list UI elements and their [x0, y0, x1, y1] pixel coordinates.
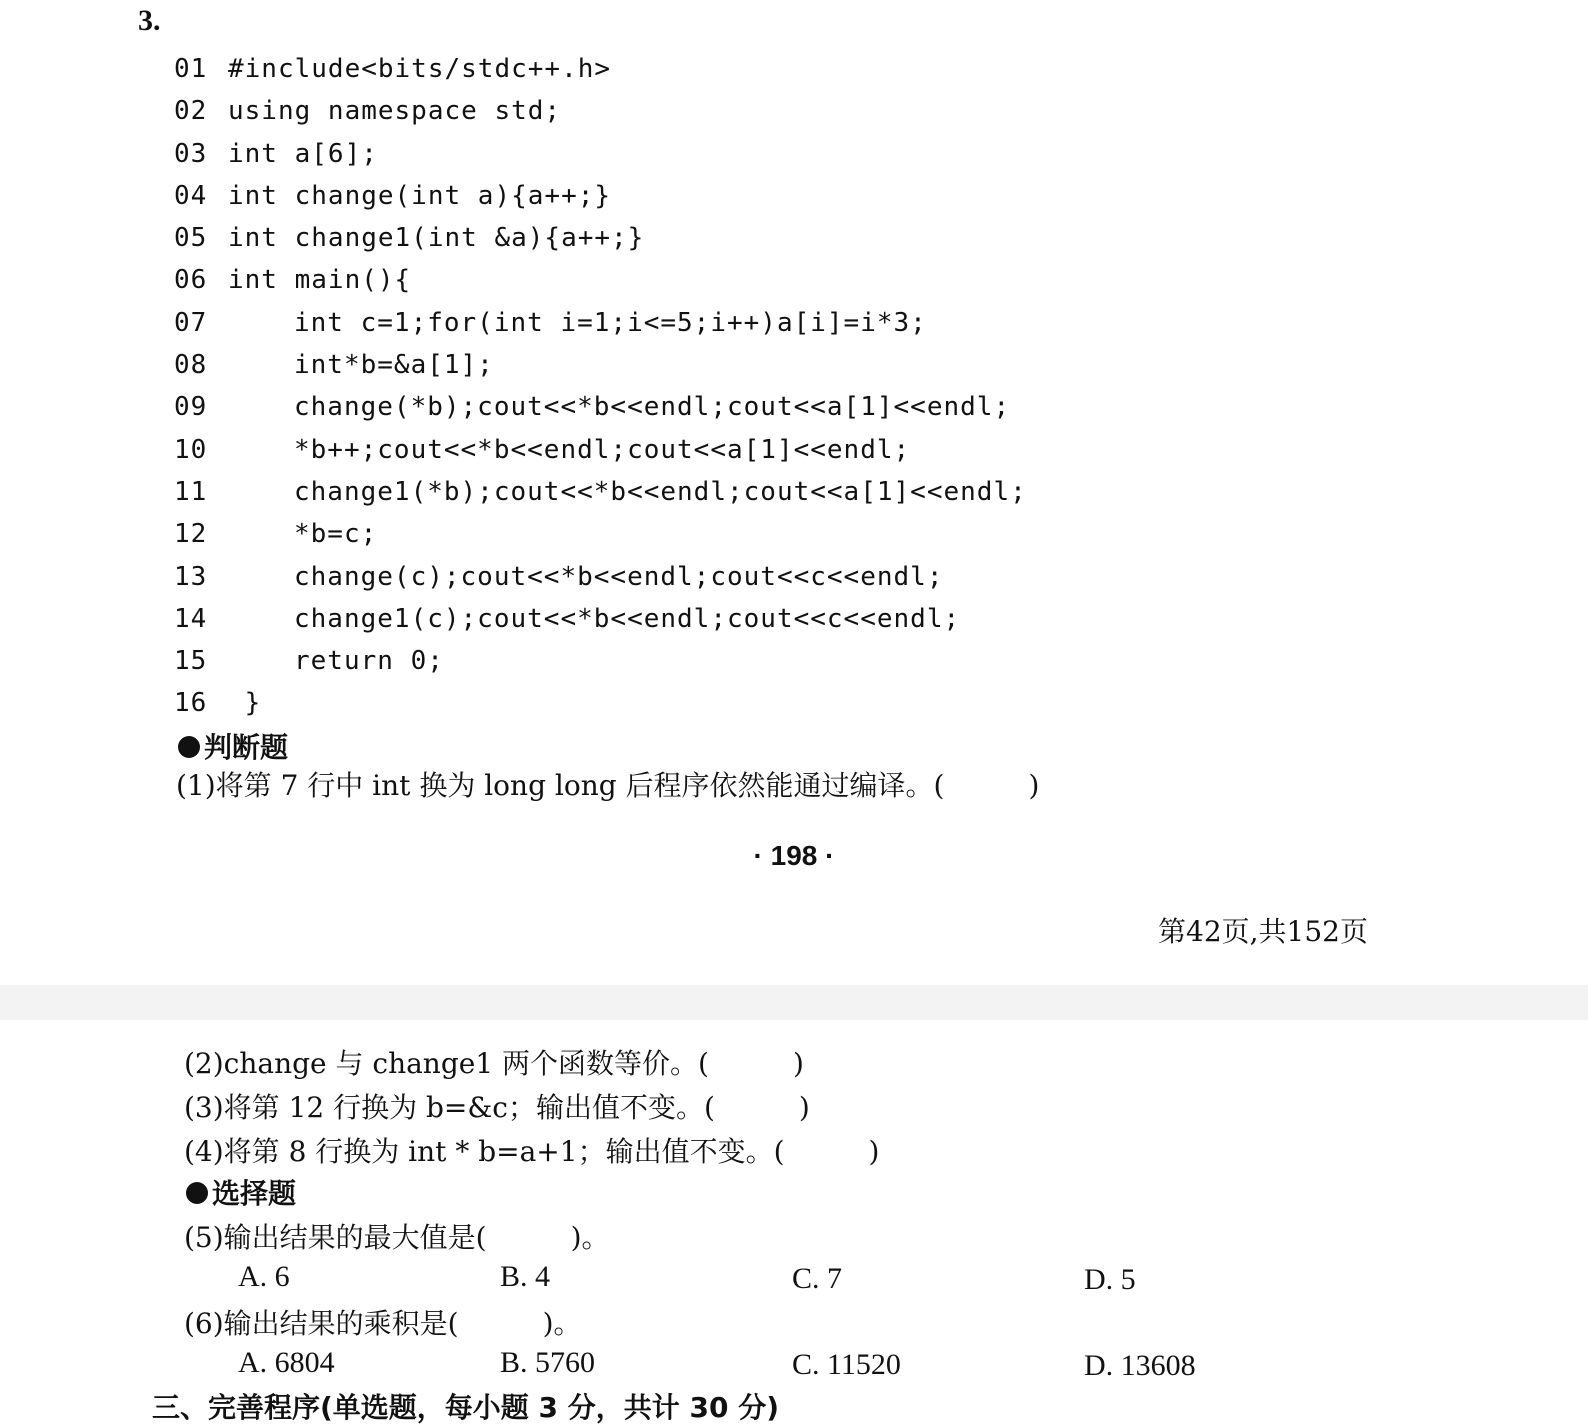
code-line [174, 133, 1027, 175]
question-5: (5)输出结果的最大值是( )。 [184, 1221, 610, 1254]
code-text: return 0; [294, 646, 444, 677]
code-text: int*b=&a[1]; [294, 350, 494, 381]
line-number: 13 [174, 561, 208, 592]
code-line [174, 217, 1027, 259]
code-text: change1(c);cout<<*b<<endl;cout<<c<<endl; [294, 603, 961, 634]
code-line [174, 344, 1027, 386]
line-number: 08 [174, 350, 208, 381]
q5-option-a: A. 6 [238, 1260, 290, 1293]
code-line [174, 640, 1027, 682]
code-line [174, 429, 1027, 471]
code-text: int a[6]; [228, 138, 378, 169]
q6-option-a: A. 6804 [238, 1346, 335, 1379]
line-number: 05 [174, 223, 208, 254]
code-line [174, 513, 1027, 555]
q6-option-c: C. 11520 [792, 1348, 901, 1381]
question-3: (3)将第 12 行换为 b=&c；输出值不变。( ) [184, 1091, 810, 1124]
code-text: int c=1;for(int i=1;i<=5;i++)a[i]=i*3; [294, 307, 927, 338]
code-line [174, 598, 1027, 640]
line-number: 11 [174, 476, 208, 507]
q5-option-c: C. 7 [792, 1262, 843, 1295]
line-number: 10 [174, 434, 208, 465]
code-line [174, 682, 1027, 724]
question-6: (6)输出结果的乘积是( )。 [184, 1307, 582, 1340]
section-title: 判断题 [204, 731, 289, 764]
code-line [174, 556, 1027, 598]
code-text: #include<bits/stdc++.h> [228, 54, 612, 84]
code-line [174, 259, 1027, 301]
line-number: 06 [174, 265, 208, 296]
code-text: *b=c; [294, 519, 378, 550]
question-number: 3. [138, 4, 161, 37]
section-title: 选择题 [212, 1177, 297, 1210]
code-text: using namespace std; [228, 96, 562, 127]
code-text: change(c);cout<<*b<<endl;cout<<c<<endl; [294, 561, 944, 592]
line-number: 14 [174, 603, 208, 634]
section-heading-true-false [178, 726, 288, 766]
q5-option-d: D. 5 [1084, 1263, 1136, 1296]
code-text: int change(int a){a++;} [228, 180, 612, 211]
code-text: *b++;cout<<*b<<endl;cout<<a[1]<<endl; [294, 434, 911, 465]
bullet-icon [186, 1182, 208, 1204]
line-number: 03 [174, 138, 208, 169]
code-line [174, 471, 1027, 513]
code-line [174, 175, 1027, 217]
page-folio: · 198 · [753, 840, 835, 871]
line-number: 01 [174, 54, 208, 84]
q5-option-b: B. 4 [500, 1260, 551, 1293]
line-number: 07 [174, 307, 208, 338]
bullet-icon [178, 736, 200, 758]
line-number: 15 [174, 646, 208, 677]
page-separator [0, 985, 1588, 1020]
question-2: (2)change 与 change1 两个函数等价。( ) [184, 1047, 804, 1080]
code-text: int main(){ [228, 265, 412, 296]
page-count: 第42页,共152页 [1158, 915, 1368, 948]
q6-option-d: D. 13608 [1084, 1349, 1196, 1382]
code-text: int change1(int &a){a++;} [228, 223, 645, 254]
line-number: 09 [174, 392, 208, 423]
code-line [174, 386, 1027, 428]
code-text: change(*b);cout<<*b<<endl;cout<<a[1]<<endl; [294, 392, 1011, 423]
line-number: 04 [174, 180, 208, 211]
code-text: change1(*b);cout<<*b<<endl;cout<<a[1]<<endl; [294, 476, 1027, 507]
section-heading-multiple-choice [186, 1172, 296, 1212]
next-section-heading: 三、完善程序(单选题，每小题 3 分，共计 30 分) [152, 1391, 780, 1424]
code-line [174, 48, 1027, 90]
line-number: 02 [174, 96, 208, 127]
question-1: (1)将第 7 行中 int 换为 long long 后程序依然能通过编译。( ) [176, 769, 1040, 802]
line-number: 16 [174, 688, 208, 719]
question-4: (4)将第 8 行换为 int * b=a+1；输出值不变。( ) [184, 1135, 880, 1168]
q6-option-b: B. 5760 [500, 1346, 596, 1379]
code-listing [174, 48, 1027, 725]
line-number: 12 [174, 519, 208, 550]
code-line [174, 90, 1027, 132]
code-text: } [228, 688, 262, 719]
code-line [174, 302, 1027, 344]
